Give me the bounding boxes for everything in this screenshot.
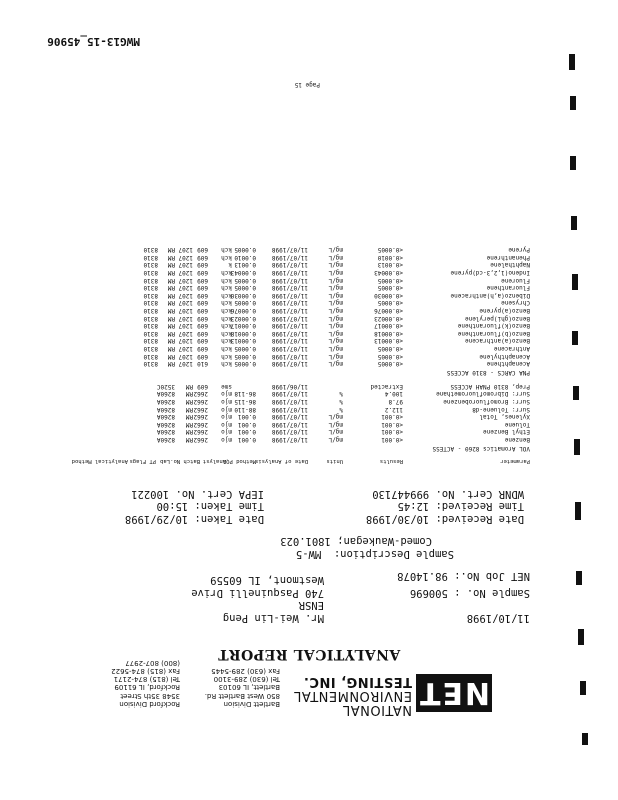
cell-pql: 0.0005 [234,352,256,360]
cell-parameter: Benzo(a)anthracene [464,337,530,345]
scan-mark [575,502,581,520]
cell-analyst: kch [221,314,232,322]
cell-parameter: Ethyl Benzene [483,428,530,436]
cell-batch: 609 [197,276,208,284]
cell-lab: RM [185,382,193,390]
cell-flag: RM [167,253,175,261]
cell-units: % [339,390,343,398]
cell-lab: RM [185,398,193,405]
cell-result: <0.00043 [374,269,403,276]
cell-lab: 1207 [178,360,193,368]
scan-mark [572,274,578,290]
cell-flag: RM [167,322,175,330]
cell-date: 11/07/1998 [271,360,308,368]
table-row [0,268,618,276]
scan-mark [573,386,579,400]
cell-flag: 8260A [156,428,175,436]
cell-batch: 609 [197,253,208,261]
cell-result: <0.0005 [377,360,403,368]
cell-lab: 1207 [178,322,193,330]
cell-parameter: Surr: Toluene-d8 [472,405,530,413]
sample-received-info: Date Received: 10/30/1998 Time Received: 12:45 WDNR Cert. No. 999447130 [365,488,524,525]
cell-pql: 0.0005 [234,246,256,254]
cell-analyst: mjo [221,428,232,436]
cell-date: 11/07/1998 [271,307,308,314]
cell-parameter: Phenanthrene [486,253,530,261]
cell-units: mg/L [328,307,343,314]
sample-description: Sample Description: MW-5 [295,548,454,560]
cell-batch: 609 [197,246,208,254]
cell-date: 11/07/1998 [271,390,308,398]
col-header-units: Units [326,458,343,464]
cell-pql: 0.001 [237,436,256,443]
cell-method: 8310 [143,329,158,337]
cell-analyst: kch [221,246,232,254]
cell-batch: 609 [197,352,208,360]
cell-result: <0.00030 [374,291,403,299]
cell-batch: 609 [197,322,208,330]
cell-units: % [339,405,343,413]
cell-pql: 88-110 [234,405,256,413]
table-row [0,260,618,268]
table-row [0,352,618,360]
cell-date: 11/07/1998 [271,253,308,261]
cell-result: <0.0010 [377,253,403,261]
table-row [0,344,618,352]
cell-date: 11/07/1998 [271,405,308,413]
cell-analyst: mjo [221,436,232,443]
cell-lab: 1207 [178,253,193,261]
table-row [0,298,618,306]
cell-lab: 1207 [178,345,193,352]
section-title: VOL Aromatics 8260 - ACTESS [432,445,530,452]
cell-parameter: Benzene [504,436,530,443]
cell-date: 11/07/1998 [271,261,308,269]
cell-lab: 1207 [178,276,193,284]
scan-mark [582,733,588,745]
cell-date: 11/07/1998 [271,436,308,443]
cell-units: mg/L [328,276,343,284]
cell-batch: 609 [197,314,208,322]
cell-result: <0.00076 [374,307,403,314]
table-row [0,389,618,397]
cell-batch: 609 [197,337,208,345]
cell-parameter: Indeno(1,2,3-cd)pyrene [450,269,530,276]
table-row [0,412,618,420]
cell-lab: 1207 [178,307,193,314]
cell-lab: 1207 [178,352,193,360]
cell-method: 8310 [143,246,158,254]
cell-date: 11/07/1998 [271,269,308,276]
cell-lab: RM [185,390,193,398]
cell-method: 8310 [143,284,158,292]
col-header-pql: Method PQL [222,458,256,464]
cell-batch: 609 [197,261,208,269]
cell-units: mg/L [328,246,343,254]
cell-analyst: mjo [221,420,232,428]
cell-lab: 1207 [178,284,193,292]
cell-pql: 86-115 [234,398,256,405]
cell-date: 11/07/1998 [271,246,308,254]
cell-analyst: kch [221,360,232,368]
cell-flag: 8260A [156,398,175,405]
cell-parameter: Acenaphthene [486,360,530,368]
cell-analyst: mjo [221,405,232,413]
rockford-office-address: Rockford Division 3548 35th Street Rockford, IL 61109 Tel (815) 874-2171 Fax (815) 874-5622 (800) 807-2977 [111,658,180,708]
cell-units: mg/L [328,269,343,276]
cell-analyst: kch [221,322,232,330]
cell-lab: 1207 [178,314,193,322]
cell-result: <0.00023 [374,314,403,322]
cell-lab: 1207 [178,299,193,307]
cell-flag: RM [167,345,175,352]
scan-mark [570,96,576,110]
cell-flag: RM [167,329,175,337]
company-logo: NET [417,675,491,711]
sample-number: Sample No. : 500696 [409,587,530,599]
cell-units: mg/L [328,337,343,345]
document-id: MWG13-15_45906 [47,35,140,48]
cell-flag: RM [167,276,175,284]
col-header-batch: Batch No. [170,458,200,464]
report-date: 11/10/1998 [466,612,530,624]
cell-batch: 609 [197,284,208,292]
table-row [0,435,618,443]
cell-analyst: mjo [221,413,232,421]
cell-parameter: Fluoranthene [486,284,530,292]
cell-date: 11/07/1998 [271,284,308,292]
cell-flag: 8260A [156,413,175,421]
cell-pql: 86-118 [234,390,256,398]
table-row [0,253,618,261]
scan-mark [569,54,575,70]
cell-batch: 609 [197,291,208,299]
scan-mark [578,629,584,645]
cell-pql: 0.001 [237,428,256,436]
cell-units: mg/L [328,314,343,322]
cell-analyst: kch [221,337,232,345]
cell-pql: 0.0005 [234,299,256,307]
cell-units: mg/L [328,413,343,421]
cell-units: mg/L [328,345,343,352]
cell-date: 11/07/1998 [271,322,308,330]
cell-pql: 0.0010 [234,253,256,261]
cell-units: mg/L [328,352,343,360]
cell-pql: 0.00017 [230,322,256,330]
cell-flag: 8260A [156,420,175,428]
cell-pql: 0.0013 [234,261,256,269]
cell-pql: 0.0005 [234,276,256,284]
cell-pql: 0.00023 [230,314,256,322]
cell-flag: RM [167,314,175,322]
cell-parameter: Pyrene [508,246,530,254]
cell-analyst: kch [221,291,232,299]
cell-parameter: Naphthalene [490,261,530,269]
table-row [0,329,618,337]
cell-pql: 0.0005 [234,284,256,292]
cell-result: 97.8 [388,398,403,405]
cell-batch: 609 [197,307,208,314]
cell-method: 8310 [143,314,158,322]
cell-flag: 3520C [156,382,175,390]
cell-units: mg/L [328,291,343,299]
cell-flag: RM [167,337,175,345]
cell-analyst: kch [221,269,232,276]
cell-units: mg/L [328,428,343,436]
table-row [0,276,618,284]
col-header-lab: Lab [160,458,170,464]
cell-method: 8310 [143,276,158,284]
cell-pql: 0.00018 [230,329,256,337]
cell-pql: 0.001 [237,413,256,421]
job-number: NET Job No.: 98.14078 [397,570,530,582]
cell-lab: RM [185,420,193,428]
cell-lab: 1207 [178,269,193,276]
cell-flag: RM [167,291,175,299]
cell-batch: 609 [197,269,208,276]
cell-result: <0.0005 [377,299,403,307]
report-title: ANALYTICAL REPORT [217,646,401,662]
cell-result: <0.001 [381,420,403,428]
cell-units: mg/L [328,420,343,428]
cell-result: Extracted [370,382,403,390]
scan-mark [571,216,577,230]
cell-method: 8310 [143,269,158,276]
cell-lab: RM [185,428,193,436]
cell-analyst: kch [221,329,232,337]
col-header-parameter: Parameter [500,458,530,464]
cell-units: mg/L [328,284,343,292]
cell-method: 8310 [143,261,158,269]
cell-date: 11/07/1998 [271,299,308,307]
cell-date: 11/07/1998 [271,276,308,284]
cell-method: 8310 [143,352,158,360]
company-name-line: ENVIRONMENTAL [293,688,412,703]
cell-parameter: Benzo(ghi)perylene [464,314,530,322]
cell-result: <0.0005 [377,284,403,292]
table-row [0,245,618,253]
cell-date: 11/07/1998 [271,352,308,360]
cell-analyst: mjo [221,390,232,398]
cell-parameter: Benzo(k)fluoranthene [457,322,530,330]
table-row [0,359,618,367]
cell-method: 8310 [143,253,158,261]
table-row [0,427,618,435]
cell-flag: RM [167,284,175,292]
cell-date: 11/07/1998 [271,420,308,428]
cell-pql: 0.001 [237,420,256,428]
cell-date: 11/07/1998 [271,337,308,345]
cell-flag: RM [167,360,175,368]
cell-result: 100.4 [384,390,403,398]
cell-pql: 0.0005 [234,345,256,352]
cell-analyst: mjo [221,398,232,405]
cell-flag: RM [167,269,175,276]
cell-date: 11/07/1998 [271,398,308,405]
cell-units: mg/L [328,360,343,368]
col-header-method: Analytical Method [71,458,128,464]
cell-units: mg/L [328,322,343,330]
cell-flag: RM [167,307,175,314]
col-header-results: Results [379,458,403,464]
cell-parameter: Chrysene [501,299,530,307]
recipient-address: Mr. Wei-Lin Peng ENSR 740 Pasquinelli Drive Westmont, IL 60559 [191,574,324,624]
cell-result: <0.00018 [374,329,403,337]
page-label: Page 15 [294,81,320,88]
cell-units: mg/L [328,436,343,443]
cell-units: mg/L [328,329,343,337]
cell-parameter: Anthracene [493,345,530,352]
cell-lab: 1207 [178,337,193,345]
cell-batch: 2662 [193,398,208,405]
cell-parameter: Toluene [504,420,530,428]
cell-batch: 610 [197,360,208,368]
col-header-flags: PT Flags [129,458,156,464]
cell-flag: RM [167,299,175,307]
cell-parameter: Surr: Bromofluorobenzene [443,398,530,405]
cell-pql: 0.00030 [230,291,256,299]
col-header-date: Date of Analysis [255,458,308,464]
cell-lab: 1207 [178,329,193,337]
cell-result: <0.0005 [377,246,403,254]
cell-units: mg/L [328,261,343,269]
scan-mark [570,156,576,170]
cell-units: % [339,398,343,405]
cell-parameter: Dibenzo(a,h)anthracene [450,291,530,299]
cell-parameter: Xylenes, Total [479,413,530,421]
table-row [0,382,618,390]
cell-lab: RM [185,413,193,421]
table-row [0,405,618,413]
company-name-line: TESTING, INC. [303,674,412,689]
cell-result: <0.001 [381,436,403,443]
cell-lab: RM [185,436,193,443]
cell-method: 8310 [143,345,158,352]
cell-batch: 2662 [193,405,208,413]
cell-units: mg/L [328,299,343,307]
cell-analyst: kch [221,284,232,292]
table-row [0,306,618,314]
cell-batch: 609 [197,345,208,352]
cell-method: 8310 [143,291,158,299]
cell-result: 112.2 [384,405,403,413]
cell-batch: 2662 [193,390,208,398]
table-row [0,420,618,428]
cell-result: <0.0005 [377,345,403,352]
cell-analyst: kch [221,345,232,352]
cell-batch: 2662 [193,428,208,436]
cell-analyst: k [228,261,232,269]
scan-mark [572,331,578,345]
cell-analyst: kch [221,299,232,307]
cell-lab: 1207 [178,246,193,254]
cell-flag: 8260A [156,390,175,398]
cell-lab: RM [185,405,193,413]
cell-date: 11/07/1998 [271,291,308,299]
cell-method: 8310 [143,322,158,330]
cell-result: <0.001 [381,428,403,436]
cell-analyst: kch [221,307,232,314]
cell-date: 11/07/1998 [271,329,308,337]
cell-batch: 609 [197,329,208,337]
cell-flag: RM [167,352,175,360]
cell-flag: RM [167,246,175,254]
cell-batch: 2662 [193,413,208,421]
cell-result: <0.00013 [374,337,403,345]
cell-date: 11/07/1998 [271,413,308,421]
cell-analyst: kch [221,276,232,284]
cell-parameter: Benzo(b)fluoranthene [457,329,530,337]
cell-pql: 0.00043 [230,269,256,276]
cell-flag: 8260A [156,405,175,413]
cell-analyst: kch [221,253,232,261]
cell-parameter: Benzo(a)pyrene [479,307,530,314]
company-name [294,674,412,716]
cell-date: 11/07/1998 [271,428,308,436]
sample-taken-info: Date Taken: 10/29/1998 Time Taken: 15:00 IEPA Cert. No. 100221 [124,488,264,525]
cell-date: 11/07/1998 [271,314,308,322]
table-row [0,321,618,329]
cell-analyst: kch [221,352,232,360]
cell-analyst: sme [221,382,232,390]
cell-date: 11/06/1998 [271,382,308,390]
cell-flag: RM [167,261,175,269]
cell-batch: 609 [197,299,208,307]
site-name: Comed-Waukegan; 1801.023 [280,535,432,547]
cell-result: <0.001 [381,413,403,421]
cell-parameter: Fluorene [501,276,530,284]
bartlett-office-address: Bartlett Division 850 West Bartlett Rd. Bartlett, IL 60103 Tel (630) 289-3100 Fax (630) 289-5445 [204,666,280,708]
cell-method: 8310 [143,360,158,368]
cell-pql: 0.00013 [230,337,256,345]
cell-pql: 0.00076 [230,307,256,314]
company-name-line: NATIONAL [342,702,412,717]
cell-parameter: Surr: Dibromofluoromethane [436,390,530,398]
cell-method: 8310 [143,307,158,314]
cell-lab: 1207 [178,291,193,299]
cell-parameter: Prep, 8310 PNAH ACCESS [450,382,530,390]
table-row [0,291,618,299]
table-row [0,314,618,322]
cell-pql: 0.0005 [234,360,256,368]
section-title: PNA CARCS - 8310 ACCESS [446,369,530,377]
cell-units: mg/L [328,253,343,261]
cell-result: <0.00017 [374,322,403,330]
cell-batch: 2662 [193,420,208,428]
table-row [0,397,618,405]
cell-method: 8310 [143,337,158,345]
cell-lab: 1207 [178,261,193,269]
cell-method: 8310 [143,299,158,307]
scan-mark [574,439,580,455]
scan-mark [576,571,582,585]
cell-result: <0.0005 [377,352,403,360]
cell-parameter: Acenaphthylene [479,352,530,360]
table-row [0,283,618,291]
cell-result: <0.0005 [377,276,403,284]
table-row [0,336,618,344]
cell-date: 11/07/1998 [271,345,308,352]
cell-flag: 8260A [156,436,175,443]
scan-mark [580,681,586,695]
cell-result: <0.0013 [377,261,403,269]
col-header-analyst: Analyst [202,458,226,464]
cell-batch: 2662 [193,436,208,443]
cell-batch: 609 [197,382,208,390]
